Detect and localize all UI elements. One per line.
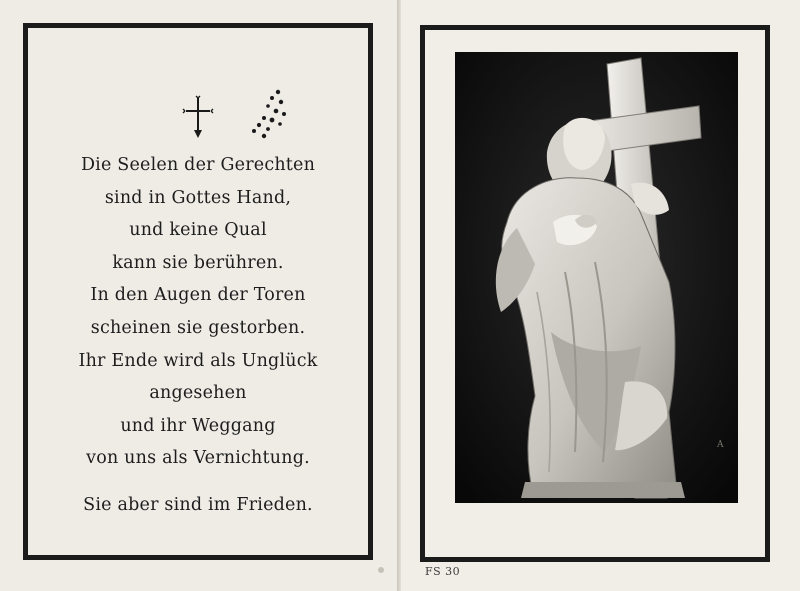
verse-text: [28, 149, 368, 521]
verse-line: Ihr Ende wird als Unglück: [78, 350, 318, 371]
sculptor-mark: A: [717, 440, 724, 450]
verse-line: scheinen sie gestorben.: [90, 317, 306, 338]
paper-hole: [378, 567, 384, 573]
verse-line: kann sie berühren.: [112, 252, 284, 273]
print-code: FS 30: [425, 565, 461, 578]
verse-line: In den Augen der Toren: [90, 285, 306, 306]
verse-line: von uns als Vernichtung.: [86, 448, 310, 469]
verse-line: und ihr Weggang: [120, 415, 276, 436]
verse-line: Die Seelen der Gerechten: [80, 155, 316, 175]
star-constellation-icon: [252, 90, 286, 138]
cross-icon: [183, 96, 213, 138]
statue-illustration: [455, 52, 738, 503]
left-card-panel: [0, 0, 397, 591]
verse-line: und keine Qual: [129, 220, 267, 241]
statue-of-jesus-with-cross-photo: [455, 52, 738, 503]
verse-line: angesehen: [149, 383, 247, 404]
verse-line: sind in Gottes Hand,: [104, 187, 292, 208]
left-mourning-border: [23, 23, 373, 560]
verse-final-line: Sie aber sind im Frieden.: [83, 494, 313, 515]
header-symbols: [28, 78, 368, 148]
